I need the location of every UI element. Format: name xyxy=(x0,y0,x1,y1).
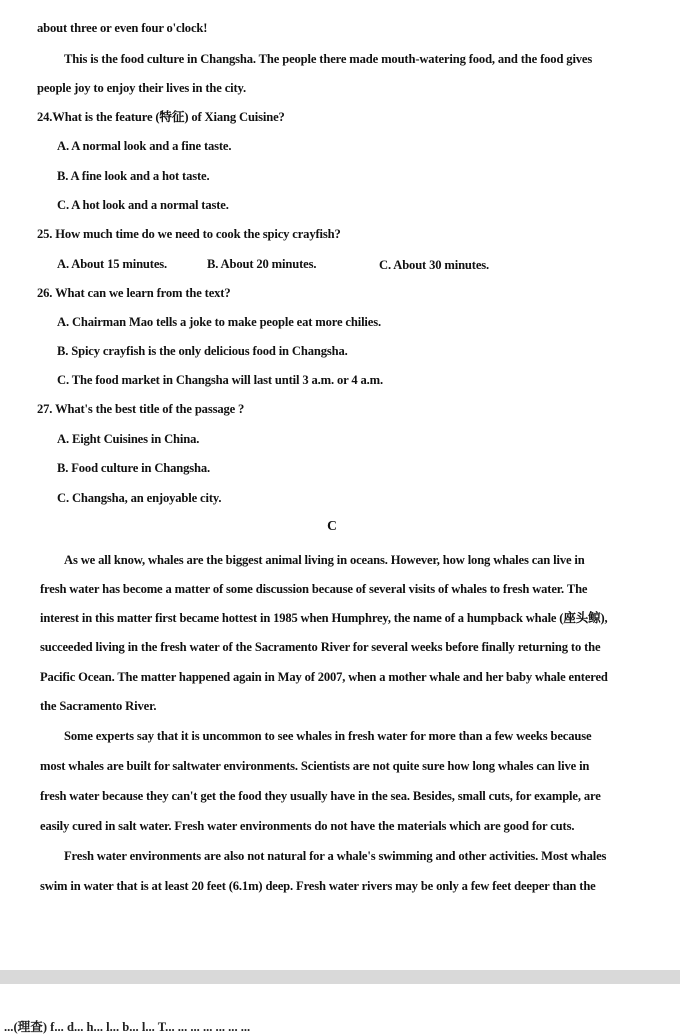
question-27: 27. What's the best title of the passage ? xyxy=(37,402,245,416)
section-c-para-1-line-1: As we all know, whales are the biggest animal living in oceans. However, how long whales can live in xyxy=(64,553,585,567)
question-24-option-b: B. A fine look and a hot taste. xyxy=(57,169,210,183)
question-25-option-c: C. About 30 minutes. xyxy=(379,258,490,272)
section-c-heading: C xyxy=(327,518,337,533)
section-c-para-2-line-1: Some experts say that it is uncommon to see whales in fresh water for more than a few weeks because xyxy=(64,729,592,743)
question-25-option-a: A. About 15 minutes. xyxy=(57,257,168,271)
question-26-option-b: B. Spicy crayfish is the only delicious food in Changsha. xyxy=(57,344,348,358)
question-27-option-c: C. Changsha, an enjoyable city. xyxy=(57,491,222,505)
question-26-option-a: A. Chairman Mao tells a joke to make people eat more chilies. xyxy=(57,315,381,329)
section-c-para-2-line-4: easily cured in salt water. Fresh water environments do not have the materials which are good for cuts. xyxy=(40,819,575,833)
section-c-para-2-line-2: most whales are built for saltwater environments. Scientists are not quite sure how long whales can live in xyxy=(40,759,590,773)
question-26: 26. What can we learn from the text? xyxy=(37,286,231,300)
next-page-cut-line: ...(理查) f... d... h... l... b... l... T... ... ... ... ... ... ... xyxy=(4,1020,251,1034)
question-27-option-b: B. Food culture in Changsha. xyxy=(57,461,211,475)
section-c-para-1-line-6: the Sacramento River. xyxy=(40,699,157,713)
intro-paragraph-line-2: people joy to enjoy their lives in the city. xyxy=(37,81,246,95)
question-27-option-a: A. Eight Cuisines in China. xyxy=(57,432,200,446)
question-25: 25. How much time do we need to cook the spicy crayfish? xyxy=(37,227,341,241)
section-c-para-1-line-3: interest in this matter first became hottest in 1985 when Humphrey, the name of a humpback whale (座头鲸), xyxy=(40,611,608,625)
section-c-para-1-line-4: succeeded living in the fresh water of the Sacramento River for several weeks before finally returning to the xyxy=(40,640,601,654)
intro-paragraph-line-1: This is the food culture in Changsha. The people there made mouth-watering food, and the food gives xyxy=(64,52,593,66)
question-25-option-b: B. About 20 minutes. xyxy=(207,257,317,271)
section-c-para-3-line-2: swim in water that is at least 20 feet (6.1m) deep. Fresh water rivers may be only a few feet deeper than the xyxy=(40,879,596,893)
section-c-para-2-line-3: fresh water because they can't get the food they usually have in the sea. Besides, small cuts, for example, are xyxy=(40,789,601,803)
section-c-para-1-line-5: Pacific Ocean. The matter happened again in May of 2007, when a mother whale and her baby whale entered xyxy=(40,670,608,684)
section-c-para-1-line-2: fresh water has become a matter of some discussion because of several visits of whales to fresh water. The xyxy=(40,582,588,596)
question-26-option-c: C. The food market in Changsha will last until 3 a.m. or 4 a.m. xyxy=(57,373,383,387)
intro-line: about three or even four o'clock! xyxy=(37,21,208,35)
question-24: 24.What is the feature (特征) of Xiang Cuisine? xyxy=(37,110,285,124)
section-c-para-3-line-1: Fresh water environments are also not natural for a whale's swimming and other activities. Most whales xyxy=(64,849,607,863)
question-24-option-c: C. A hot look and a normal taste. xyxy=(57,198,229,212)
question-24-option-a: A. A normal look and a fine taste. xyxy=(57,139,232,153)
page-separator xyxy=(0,970,680,984)
next-page-partial xyxy=(0,984,680,1034)
